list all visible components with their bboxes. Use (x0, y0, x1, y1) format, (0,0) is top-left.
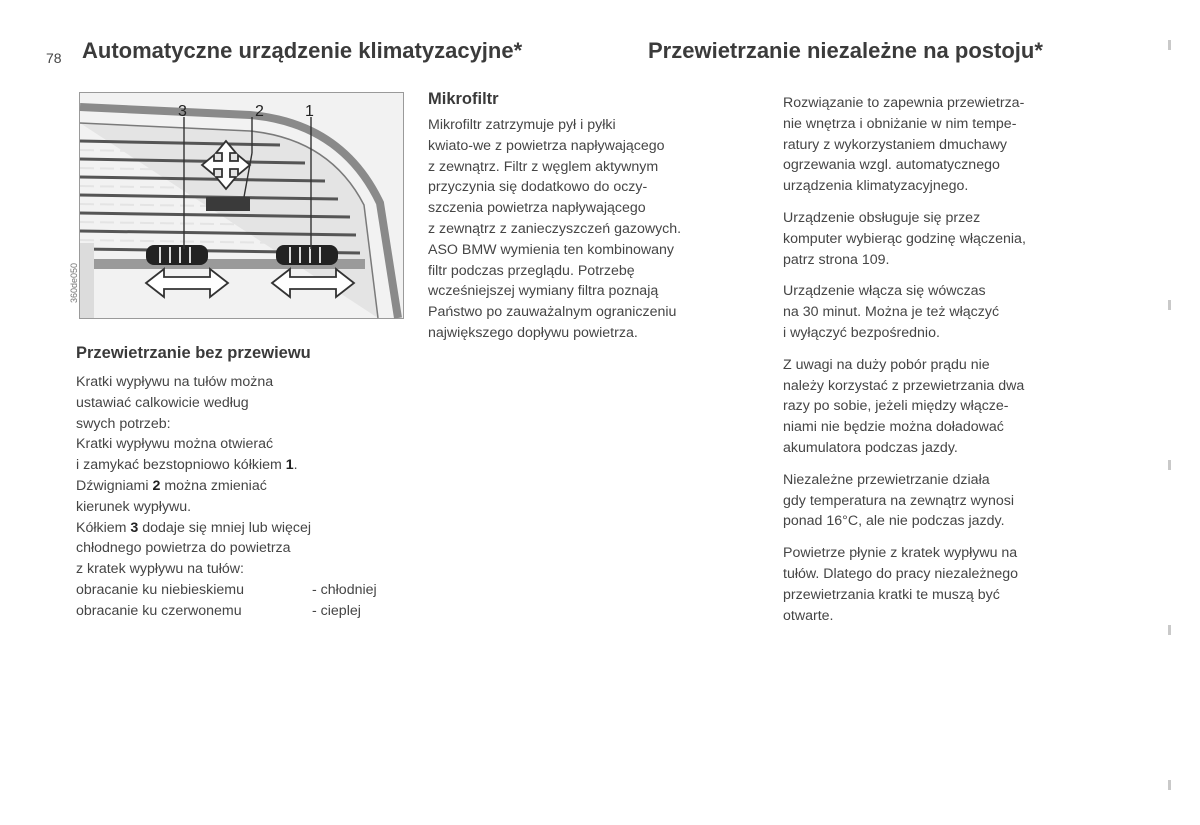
text-line: razy po sobie, jeżeli między włącze- (783, 398, 1009, 415)
text-line: Kratki wypływu można otwierać (76, 436, 274, 453)
text-line: niami nie będzie można doładować (783, 419, 1004, 436)
text-line: i wyłączyć bezpośrednio. (783, 324, 940, 341)
text-row (76, 580, 416, 601)
text-line: otwarte. (783, 607, 834, 624)
row-label: obracanie ku niebieskiemu (76, 581, 244, 598)
scan-mark (1168, 300, 1171, 310)
text-line: patrz strona 109. (783, 251, 890, 268)
text-line: swych potrzeb: (76, 415, 171, 432)
text-line: akumulatora podczas jazdy. (783, 439, 958, 456)
text-line: Rozwiązanie to zapewnia przewietrza- (783, 95, 1025, 111)
text-line: ustawiać calkowicie według (76, 394, 249, 411)
text-line: ASO BMW wymienia ten kombinowany (428, 241, 675, 258)
text-line: nie wnętrza i obniżanie w nim tempe- (783, 115, 1017, 132)
figure-label-3: 3 (178, 103, 187, 120)
scan-mark (1168, 40, 1171, 50)
heading-microfilter: Mikrofiltr (428, 90, 499, 108)
text-line: Niezależne przewietrzanie działa (783, 471, 990, 488)
heading-ventilation: Przewietrzanie bez przewiewu (76, 344, 311, 362)
row-label: obracanie ku czerwonemu (76, 602, 242, 619)
text-line: Urządzenie włącza się wówczas (783, 283, 986, 300)
text-line: Państwo po zauważalnym ograniczeniu (428, 304, 677, 321)
text-line-lever (76, 476, 416, 497)
text-line: szczenia powietrza napływającego (428, 200, 646, 217)
paragraph (783, 543, 1123, 626)
text-line: na 30 minut. Można je też włączyć (783, 304, 1000, 321)
scan-mark (1168, 625, 1171, 635)
ref-number: 2 (152, 477, 161, 494)
page-number: 78 (46, 50, 62, 66)
text-line: tułów. Dlatego do pracy niezależnego (783, 565, 1019, 582)
paragraph (783, 208, 1123, 270)
text-line-knob (76, 455, 416, 476)
text-part: Dźwigniami (76, 477, 153, 494)
paragraph (783, 355, 1123, 459)
figure-side-code: 360de050 (69, 262, 80, 304)
text-line: ponad 16°C, ale nie podczas jazdy. (783, 513, 1005, 530)
text-line: z kratek wypływu na tułów: (76, 561, 244, 578)
text-part: i zamykać bezstopniowo kółkiem (76, 457, 286, 474)
figure-label-2: 2 (255, 103, 264, 120)
text-line: ogrzewania wzgl. automatycznego (783, 157, 1000, 174)
text-line: filtr podczas przeglądu. Potrzebę (428, 262, 635, 279)
figure-label-1: 1 (305, 103, 314, 120)
text-line-wheel (76, 518, 416, 539)
paragraph (783, 93, 1123, 197)
text-line: Mikrofiltr zatrzymuje pył i pyłki (428, 117, 616, 133)
page-title-left: Automatyczne urządzenie klimatyzacyjne* (82, 38, 523, 63)
text-line: należy korzystać z przewietrzania dwa (783, 377, 1025, 394)
text-line: z zewnątrz. Filtr z węglem aktywnym (428, 158, 659, 175)
text-line: przewietrzania kratki te muszą być (783, 586, 1000, 603)
text-line: kierunek wypływu. (76, 498, 192, 515)
row-value: - chłodniej (312, 581, 377, 598)
text-line: z zewnątrz z zanieczyszczeń gazowych. (428, 220, 682, 237)
text-line: największego dopływu powietrza. (428, 324, 638, 341)
middle-column-text (428, 115, 773, 344)
paragraph (783, 470, 1123, 532)
paragraph (783, 281, 1123, 343)
row-value: - cieplej (312, 602, 361, 619)
text-line: chłodnego powietrza do powietrza (76, 540, 291, 557)
scan-mark (1168, 780, 1171, 790)
vent-drawing (80, 93, 403, 318)
text-line: przyczynia się dodatkowo do oczy- (428, 179, 648, 196)
air-vent-illustration (69, 92, 404, 319)
text-line: ratury z wykorzystaniem dmuchawy (783, 136, 1007, 153)
text-line: Urządzenie obsługuje się przez (783, 209, 981, 226)
text-line: gdy temperatura na zewnątrz wynosi (783, 492, 1015, 509)
text-part: można zmieniać (160, 477, 267, 494)
scan-mark (1168, 460, 1171, 470)
text-line: kwiato-we z powietrza napływającego (428, 137, 665, 154)
ref-number: 3 (130, 519, 139, 536)
ref-number: 1 (285, 457, 294, 474)
text-line: Powietrze płynie z kratek wypływu na (783, 545, 1018, 562)
right-column-text (783, 93, 1123, 637)
text-line: Kratki wypływu na tułów można (76, 374, 274, 390)
text-line: komputer wybierąc godzinę włączenia, (783, 230, 1026, 247)
text-row (76, 601, 416, 622)
text-line: urządzenia klimatyzacyjnego. (783, 178, 969, 195)
text-part: Kółkiem (76, 519, 131, 536)
text-line: wcześniejszej wymiany filtra poznają (428, 283, 659, 300)
text-part: dodaje się mniej lub więcej (138, 519, 312, 536)
text-part: . (293, 457, 298, 474)
page-title-right: Przewietrzanie niezależne na postoju* (648, 38, 1043, 63)
left-column-text (76, 372, 416, 622)
text-line: Z uwagi na duży pobór prądu nie (783, 356, 990, 373)
